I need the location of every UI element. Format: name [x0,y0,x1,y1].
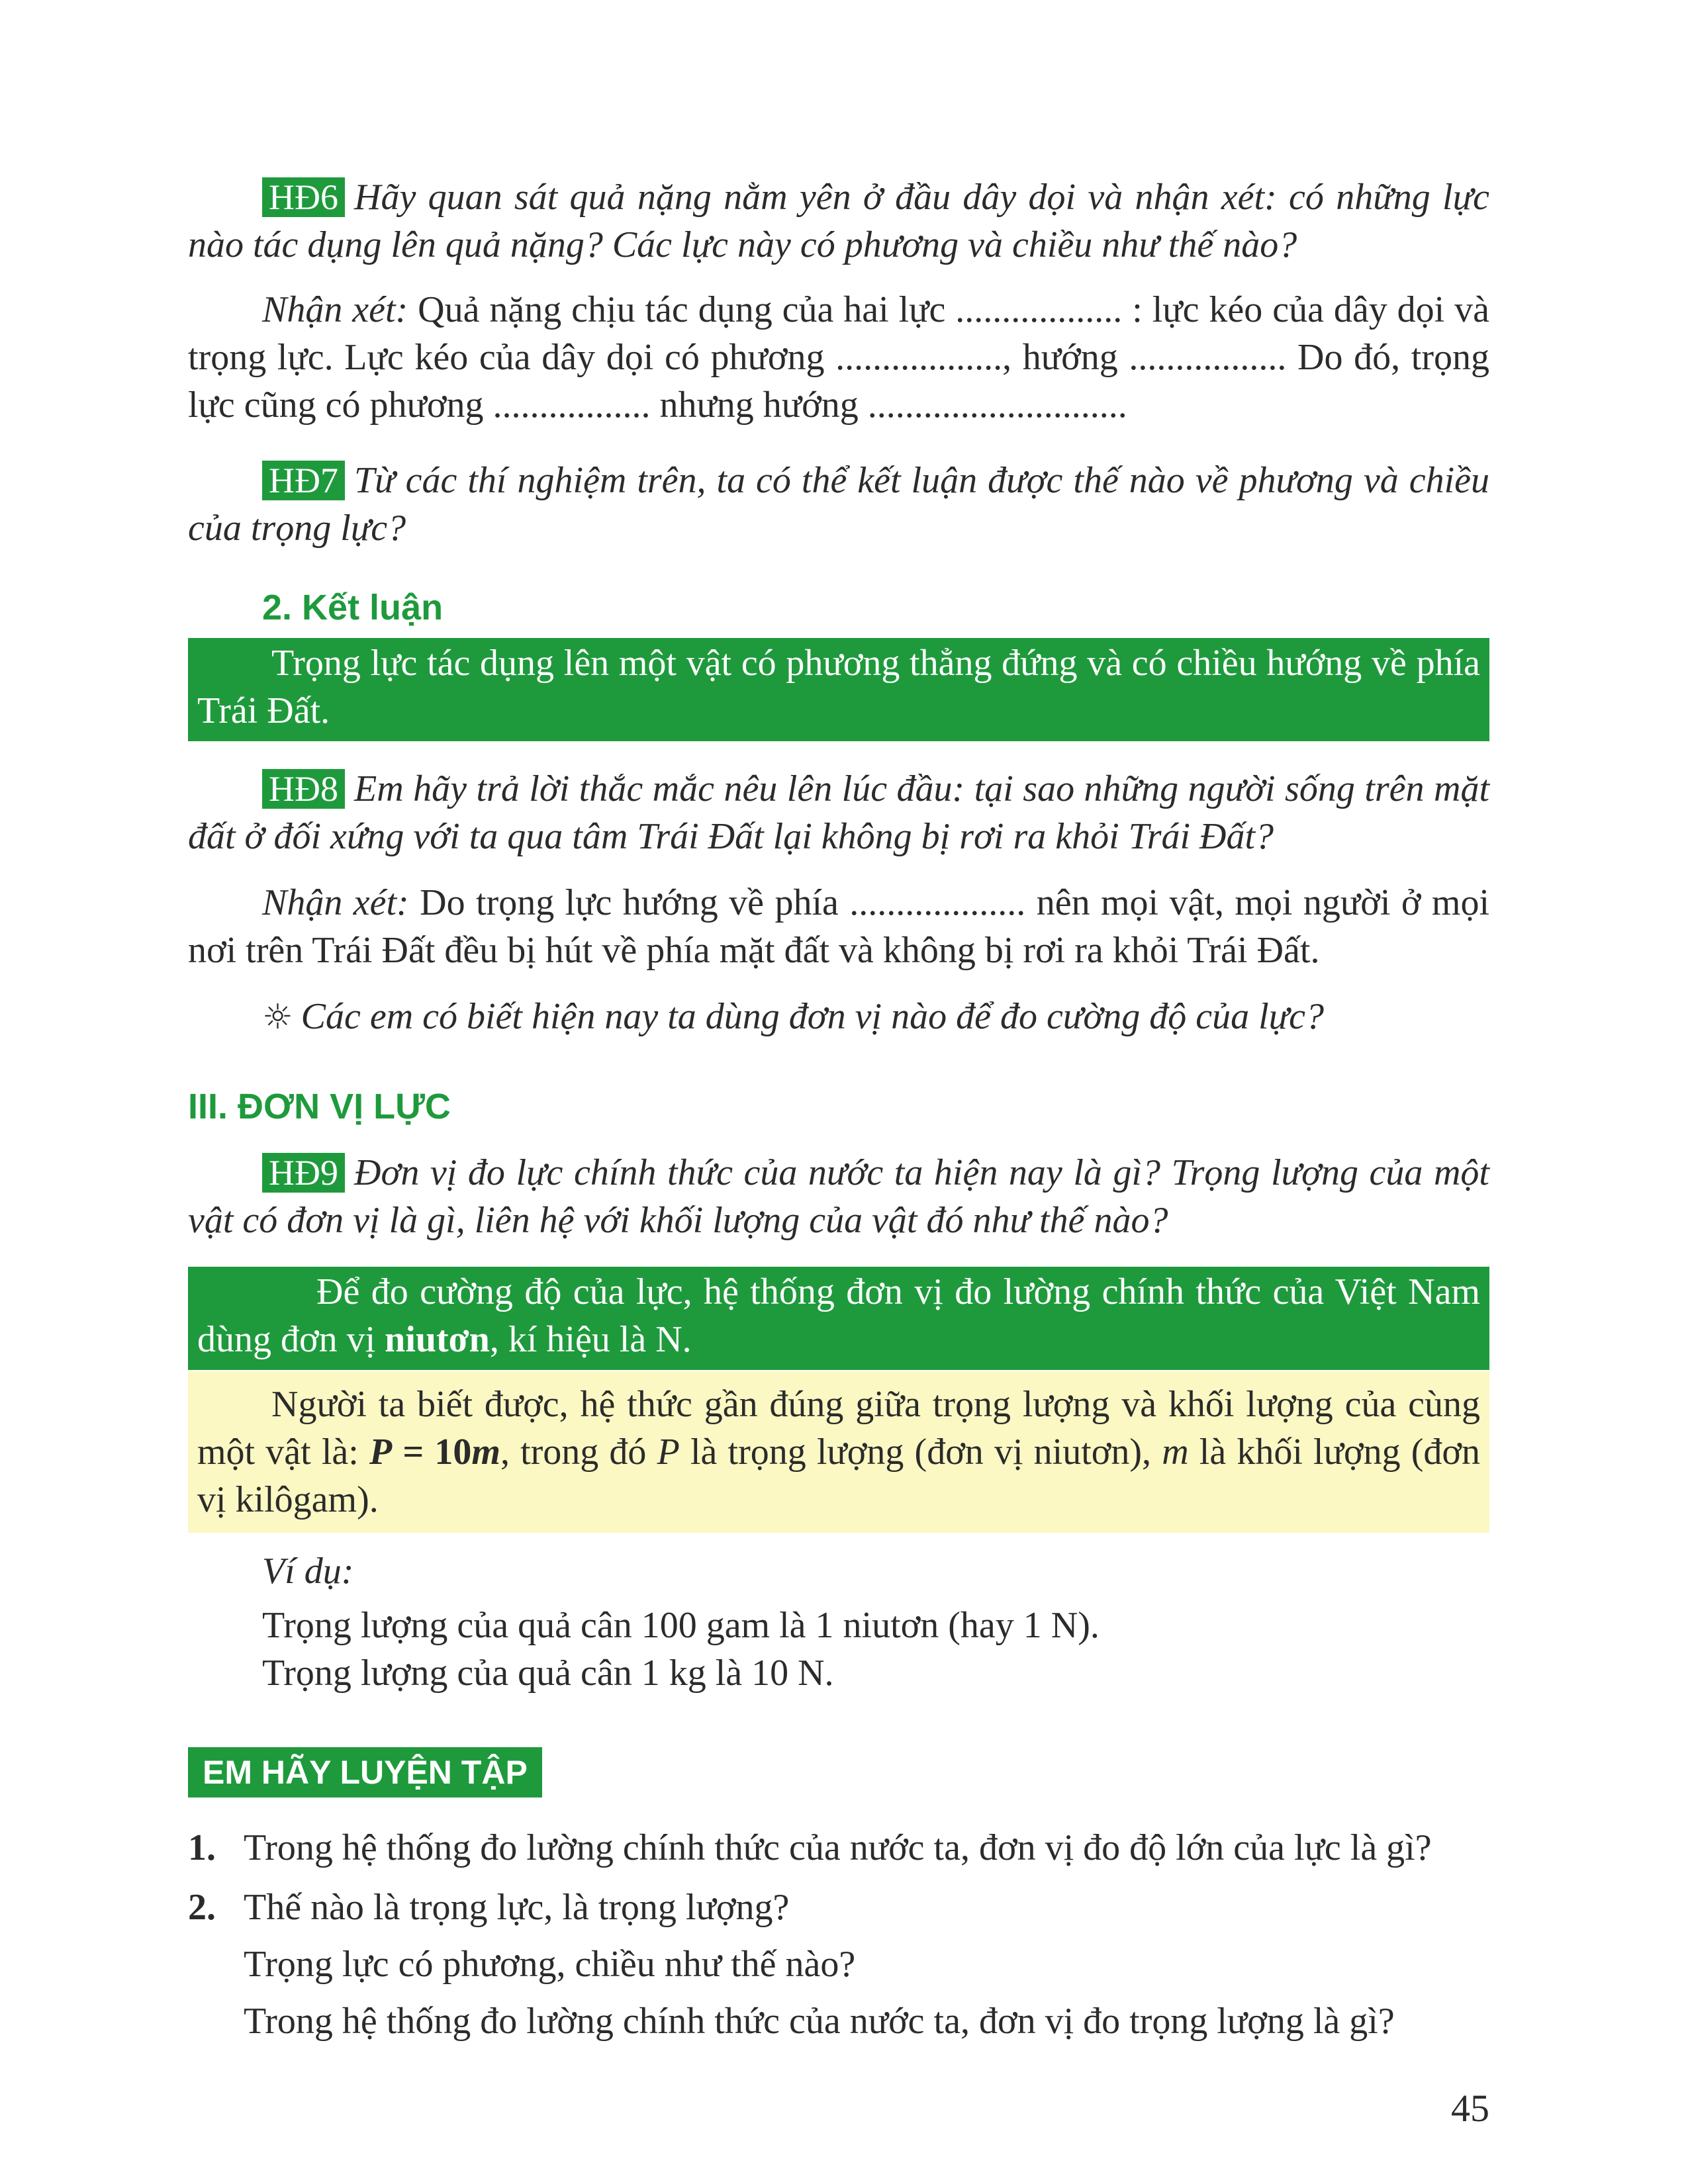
hd7-tag: HĐ7 [262,461,345,500]
hd8-question-text: Em hãy trả lời thắc mắc nêu lên lúc đầu: tại sao những người sống trên mặt đất ở đối xứng với ta qua tâm Trái Đất lại không bị rơi ra khỏi Trái Đất? [188,768,1489,857]
formula-p: P [369,1432,393,1473]
formula-text-3: là trọng lượng (đơn vị niutơn), [679,1432,1162,1473]
formula-text-4: là khối lượng (đơn vị kilôgam). [197,1432,1480,1520]
hd6-remark [188,286,1489,429]
sun-icon: ☼ [262,997,293,1037]
question-2-line-3: Trong hệ thống đo lường chính thức của nước ta, đơn vị đo trọng lượng là gì? [244,2001,1395,2042]
conclusion-heading: 2. Kết luận [262,588,444,627]
example-line-2: Trọng lượng của quả cân 1 kg là 10 N. [262,1653,834,1694]
hd9-tag: HĐ9 [262,1153,345,1193]
unit-prompt [188,993,1489,1041]
formula-box [188,1371,1489,1533]
formula-m: m [471,1432,500,1473]
conclusion-box-text: Trọng lực tác dụng lên một vật có phương thẳng đứng và có chiều hướng về phía Trái Đất. [197,643,1480,731]
formula-text-2: , trong đó [500,1432,657,1473]
formula-text-1: Người ta biết được, hệ thức gần đúng giữa trọng lượng và khối lượng của cùng một vật là: [197,1384,1480,1473]
hd8-tag: HĐ8 [262,769,345,809]
hd6-question [188,173,1489,269]
formula-eq: = 10 [392,1432,472,1473]
hd6-remark-label: Nhận xét: [262,289,408,330]
hd6-tag: HĐ6 [262,177,345,217]
conclusion-box [188,638,1489,741]
unit-box-bold: niutơn [385,1319,490,1360]
hd9-question-text: Đơn vị đo lực chính thức của nước ta hiện nay là gì? Trọng lượng của một vật có đơn vị là gì, liên hệ với khối lượng của vật đó như thế nào? [188,1152,1489,1241]
hd6-question-text: Hãy quan sát quả nặng nằm yên ở đầu dây dọi và nhận xét: có những lực nào tác dụng lên quả nặng? Các lực này có phương và chiều như thế nào? [188,177,1489,265]
hd7-question-text: Từ các thí nghiệm trên, ta có thể kết luận được thế nào về phương và chiều của trọng lực? [188,460,1489,549]
practice-question-2 [188,1884,1512,1931]
page-number: 45 [1451,2087,1489,2130]
hd8-remark [188,879,1489,974]
unit-prompt-text: Các em có biết hiện nay ta dùng đơn vị nào để đo cường độ của lực? [301,996,1325,1037]
section-3-heading: III. ĐƠN VỊ LỰC [188,1087,451,1126]
unit-box-text-before: Để đo cường độ của lực, hệ thống đơn vị đo lường chính thức của Việt Nam dùng đơn vị [197,1271,1480,1360]
practice-heading: EM HÃY LUYỆN TẬP [188,1747,542,1797]
hd9-question [188,1149,1489,1244]
hd8-remark-label: Nhận xét: [262,882,409,923]
hd8-remark-text: Do trọng lực hướng về phía ................... nên mọi vật, mọi người ở mọi nơi trên Trái Đất đều bị hút về phía mặt đất và không bị rơi ra khỏi Trái Đất. [188,882,1490,971]
formula-var-p: P [657,1432,680,1473]
unit-box-text-after: , kí hiệu là N. [489,1319,692,1360]
unit-definition-box [188,1267,1489,1370]
example-label: Ví dụ: [262,1551,354,1592]
practice-question-1 [188,1824,1512,1872]
hd6-remark-text: Quả nặng chịu tác dụng của hai lực .................. : lực kéo của dây dọi và trọng lực. Lực kéo của dây dọi có phương .................., hướng ................. Do đó, trọng lực cũng có phương ................. nhưng hướng ............................ [188,289,1489,426]
formula-var-m: m [1162,1432,1189,1473]
hd7-question [188,457,1489,552]
example-line-1: Trọng lượng của quả cân 100 gam là 1 niutơn (hay 1 N). [262,1605,1100,1646]
question-2-line-2: Trọng lực có phương, chiều như thế nào? [244,1944,856,1985]
question-2-number: 2. [188,1887,216,1928]
question-2-text: Thế nào là trọng lực, là trọng lượng? [244,1887,790,1928]
question-1-number: 1. [188,1827,216,1868]
hd8-question [188,765,1489,860]
question-1-text: Trong hệ thống đo lường chính thức của nước ta, đơn vị đo độ lớn của lực là gì? [244,1827,1432,1868]
